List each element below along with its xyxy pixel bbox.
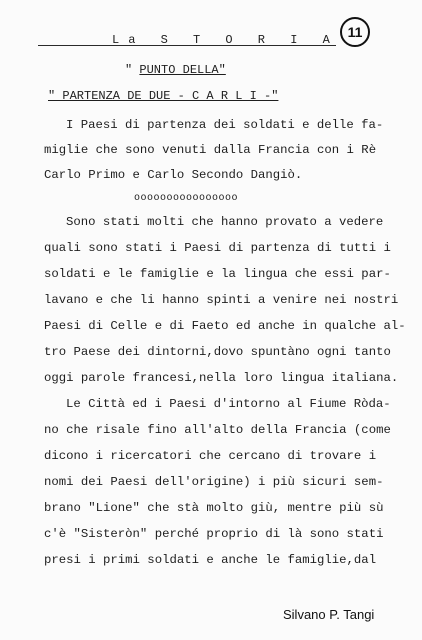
- subtitle-quote: ": [125, 63, 133, 77]
- body-line: oggi parole francesi,nella loro lingua italiana.: [44, 371, 399, 385]
- subtitle-line-1: [125, 63, 226, 77]
- body-line: soldati e le famiglie e la lingua che essi par-: [44, 267, 391, 281]
- body-line: Carlo Primo e Carlo Secondo Dangiò.: [44, 168, 303, 182]
- body-line: quali sono stati i Paesi di partenza di tutti i: [44, 241, 391, 255]
- body-line: tro Paese dei dintorni,dovo spuntàno ogni tanto: [44, 345, 391, 359]
- subtitle-text: PUNTO DELLA": [139, 63, 226, 77]
- body-line: no che risale fino all'alto della Francia (come: [44, 423, 391, 437]
- body-line: I Paesi di partenza dei soldati e delle fa-: [66, 118, 384, 132]
- body-line: Le Città ed i Paesi d'intorno al Fiume Ròda-: [66, 397, 391, 411]
- page-number-badge: 11: [340, 17, 370, 47]
- subtitle-line-2: " PARTENZA DE DUE - C A R L I -": [48, 89, 279, 103]
- separator-line: oooooooooooooooo: [134, 193, 239, 204]
- body-line: lavano e che li hanno spinti a venire nei nostri: [44, 293, 399, 307]
- body-line: nomi dei Paesi dell'origine) i più sicuri sem-: [44, 475, 384, 489]
- body-line: Paesi di Celle e di Faeto ed anche in qualche al-: [44, 319, 406, 333]
- author-signature: Silvano P. Tangi: [283, 607, 375, 622]
- page-header-title: La S T O R I A: [112, 33, 339, 47]
- body-line: brano "Lione" che stà molto giù, mentre più sù: [44, 501, 384, 515]
- body-line: c'è "Sisteròn" perché proprio di là sono stati: [44, 527, 384, 541]
- body-line: miglie che sono venuti dalla Francia con i Rè: [44, 143, 377, 157]
- body-line: dicono i ricercatori che cercano di trovare i: [44, 449, 377, 463]
- header-rule: [38, 45, 336, 46]
- body-line: Sono stati molti che hanno provato a vedere: [66, 215, 384, 229]
- body-line: presi i primi soldati e anche le famiglie,dal: [44, 553, 377, 567]
